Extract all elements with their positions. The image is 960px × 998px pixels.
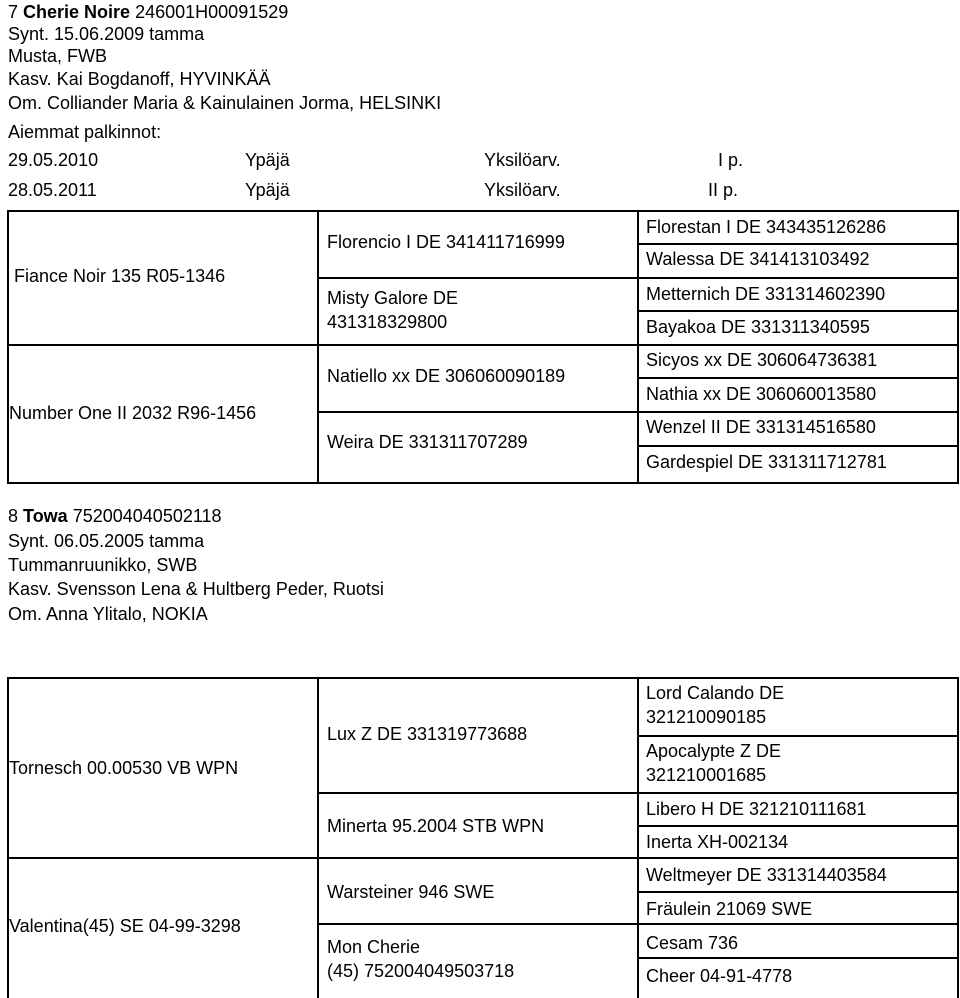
sire: Fiance Noir 135 R05-1346 — [14, 266, 226, 286]
table-divider — [317, 277, 959, 279]
table-border — [957, 210, 959, 484]
table-border — [957, 677, 959, 998]
ggp-ssd-reg: 321210001685 — [646, 765, 767, 785]
table-divider — [317, 677, 319, 998]
horse-8-birth: Synt. 06.05.2005 tamma — [8, 531, 205, 551]
horse-8-owner: Om. Anna Ylitalo, NOKIA — [8, 604, 208, 624]
ggp-sds: Libero H DE 321210111681 — [646, 799, 867, 819]
ggp-sss: Lord Calando DE — [646, 683, 785, 703]
horse-8-name: Towa — [23, 506, 68, 526]
dam-sire: Natiello xx DE 306060090189 — [327, 366, 566, 386]
table-divider — [637, 677, 639, 998]
horse-8-color: Tummanruunikko, SWB — [8, 555, 198, 575]
ggp-sdd: Inerta XH-002134 — [646, 832, 789, 852]
dam: Number One II 2032 R96-1456 — [9, 403, 257, 423]
table-divider — [637, 445, 959, 447]
award-class: Yksilöarv. — [484, 150, 561, 170]
ggp-ddd: Gardespiel DE 331311712781 — [646, 452, 887, 472]
table-divider — [637, 825, 959, 827]
ggp-sss: Florestan I DE 343435126286 — [646, 217, 887, 237]
table-divider — [317, 210, 319, 484]
ggp-dss: Weltmeyer DE 331314403584 — [646, 865, 887, 885]
horse-8-breeder: Kasv. Svensson Lena & Hultberg Peder, Ruotsi — [8, 579, 384, 599]
horse-7-reg: 246001H00091529 — [135, 2, 289, 22]
table-border — [7, 482, 959, 484]
dam-sire: Warsteiner 946 SWE — [327, 882, 495, 902]
award-prize: I p. — [718, 150, 744, 170]
table-divider — [317, 411, 959, 413]
sire-dam: Misty Galore DE — [327, 288, 459, 308]
ggp-sss-reg: 321210090185 — [646, 707, 767, 727]
horse-7-prev-label: Aiemmat palkinnot: — [8, 122, 162, 142]
table-divider — [637, 735, 959, 737]
sire: Tornesch 00.00530 VB WPN — [9, 758, 239, 778]
ggp-dsd: Fräulein 21069 SWE — [646, 899, 813, 919]
ggp-dds: Cesam 736 — [646, 933, 739, 953]
dam-dam: Weira DE 331311707289 — [327, 432, 528, 452]
horse-7-breeder: Kasv. Kai Bogdanoff, HYVINKÄÄ — [8, 69, 271, 89]
award-place: Ypäjä — [245, 180, 290, 200]
horse-7-name: Cherie Noire — [23, 2, 131, 22]
award-place: Ypäjä — [245, 150, 290, 170]
horse-8-title — [8, 507, 222, 525]
award-prize: II p. — [708, 180, 739, 200]
horse-7-title — [8, 3, 288, 21]
table-divider — [637, 377, 959, 379]
table-divider — [637, 957, 959, 959]
table-divider — [317, 792, 959, 794]
ggp-dsd: Nathia xx DE 306060013580 — [646, 384, 877, 404]
table-border — [7, 210, 9, 484]
dam-dam: Mon Cherie — [327, 937, 421, 957]
award-date: 29.05.2010 — [8, 150, 99, 170]
sire-dam-reg: 431318329800 — [327, 312, 448, 332]
horse-7-number: 7 — [8, 2, 19, 22]
ggp-sds: Metternich DE 331314602390 — [646, 284, 886, 304]
horse-7-birth: Synt. 15.06.2009 tamma — [8, 24, 205, 44]
ggp-ssd: Walessa DE 341413103492 — [646, 249, 870, 269]
ggp-dss: Sicyos xx DE 306064736381 — [646, 350, 878, 370]
table-divider — [637, 891, 959, 893]
table-divider — [7, 344, 959, 346]
dam-dam-reg: (45) 752004049503718 — [327, 961, 515, 981]
table-divider — [637, 243, 959, 245]
horse-7-color: Musta, FWB — [8, 46, 108, 66]
sire-sire: Florencio I DE 341411716999 — [327, 232, 565, 252]
table-divider — [637, 310, 959, 312]
dam: Valentina(45) SE 04-99-3298 — [9, 916, 241, 936]
table-divider — [7, 857, 959, 859]
table-border — [7, 677, 959, 679]
horse-7-owner: Om. Colliander Maria & Kainulainen Jorma, HELSINKI — [8, 93, 442, 113]
table-border — [7, 677, 9, 998]
award-class: Yksilöarv. — [484, 180, 561, 200]
horse-8-number: 8 — [8, 506, 19, 526]
sire-dam: Minerta 95.2004 STB WPN — [327, 816, 545, 836]
table-divider — [317, 923, 959, 925]
ggp-ddd: Cheer 04-91-4778 — [646, 966, 793, 986]
ggp-ssd: Apocalypte Z DE — [646, 741, 782, 761]
table-border — [7, 210, 959, 212]
horse-8-reg: 752004040502118 — [72, 506, 222, 526]
ggp-dds: Wenzel II DE 331314516580 — [646, 417, 876, 437]
sire-sire: Lux Z DE 331319773688 — [327, 724, 528, 744]
ggp-sdd: Bayakoa DE 331311340595 — [646, 317, 870, 337]
table-divider — [637, 210, 639, 484]
award-date: 28.05.2011 — [8, 180, 97, 200]
